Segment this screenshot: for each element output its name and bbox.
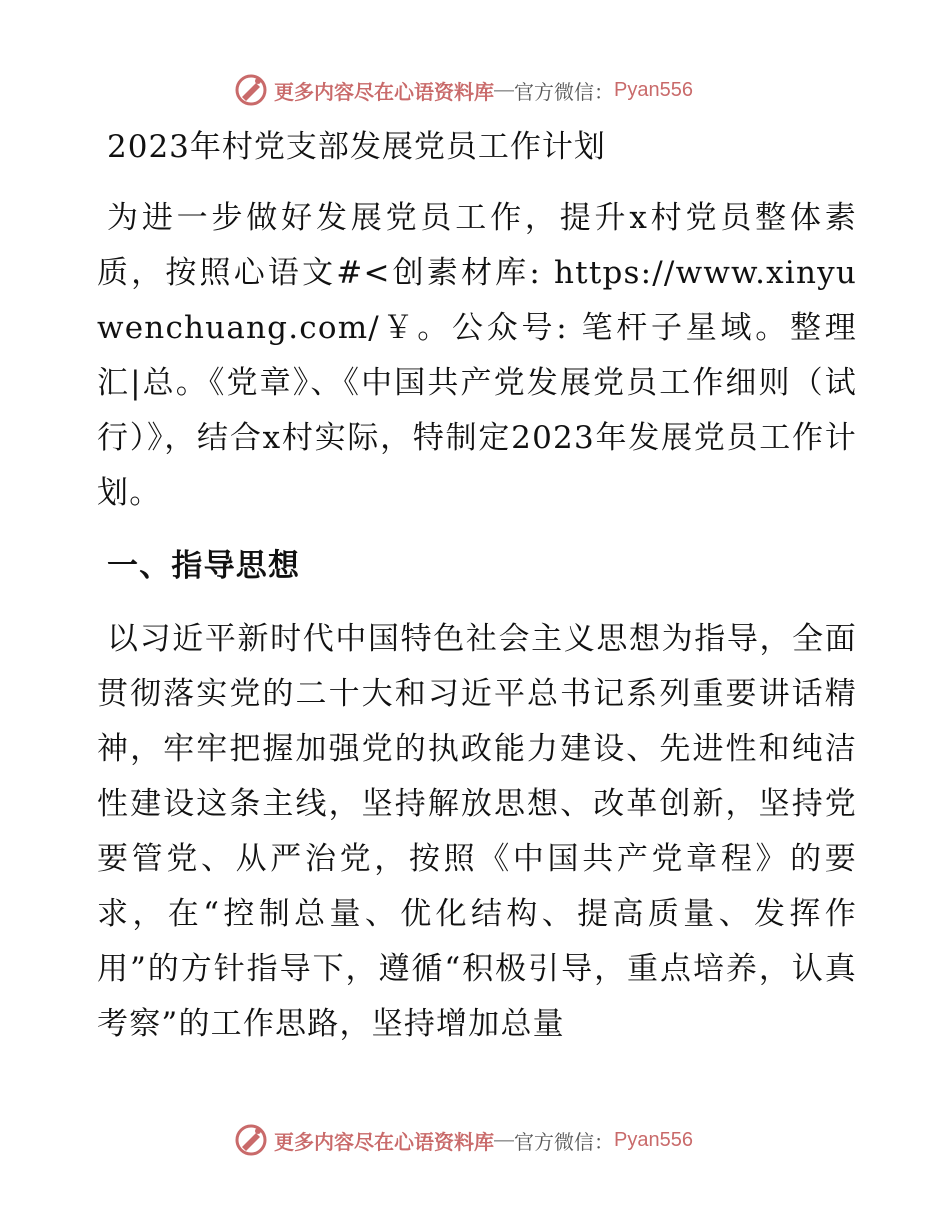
watermark-brand: 更多内容尽在心语资料库 [274,1129,494,1154]
watermark-separator: — [494,78,514,101]
watermark-separator: — [494,1128,514,1151]
watermark-header [234,70,693,110]
watermark-official-label: 官方微信： [514,79,614,104]
brand-logo-icon [234,1123,268,1157]
section-heading-guiding-ideology: 一、指导思想 [107,548,301,584]
watermark-footer [234,1120,693,1160]
document-body [97,125,857,1052]
watermark-wechat-id: Pyan556 [614,78,693,101]
watermark-brand: 更多内容尽在心语资料库 [274,79,494,104]
brand-logo-icon [234,73,268,107]
section-body-guiding-ideology: 以习近平新时代中国特色社会主义思想为指导，全面贯彻落实党的二十大和习近平总书记系列重要讲话精神，牢牢把握加强党的执政能力建设、先进性和纯洁性建设这条主线，坚持解放思想、改革创新，坚持党要管党、从严治党，按照《中国共产党章程》的要求，在“控制总量、优化结构、提高质量、发挥作用”的方针指导下，遵循“积极引导，重点培养，认真考察”的工作思路，坚持增加总量 [97,621,857,1042]
intro-paragraph: 为进一步做好发展党员工作，提升x村党员整体素质，按照心语文#<创素材库: https://www.xinyuwenchuang.com/￥。公众号: 笔杆子星域。整理汇|总。《党章》、《中国共产党发展党员工作细则（试行）》，结合x村实际，特制定2023年发展党员工作计划。 [97,200,857,511]
watermark-wechat-id: Pyan556 [614,1128,693,1151]
document-title: 2023年村党支部发展党员工作计划 [107,129,606,165]
watermark-official-label: 官方微信： [514,1129,614,1154]
